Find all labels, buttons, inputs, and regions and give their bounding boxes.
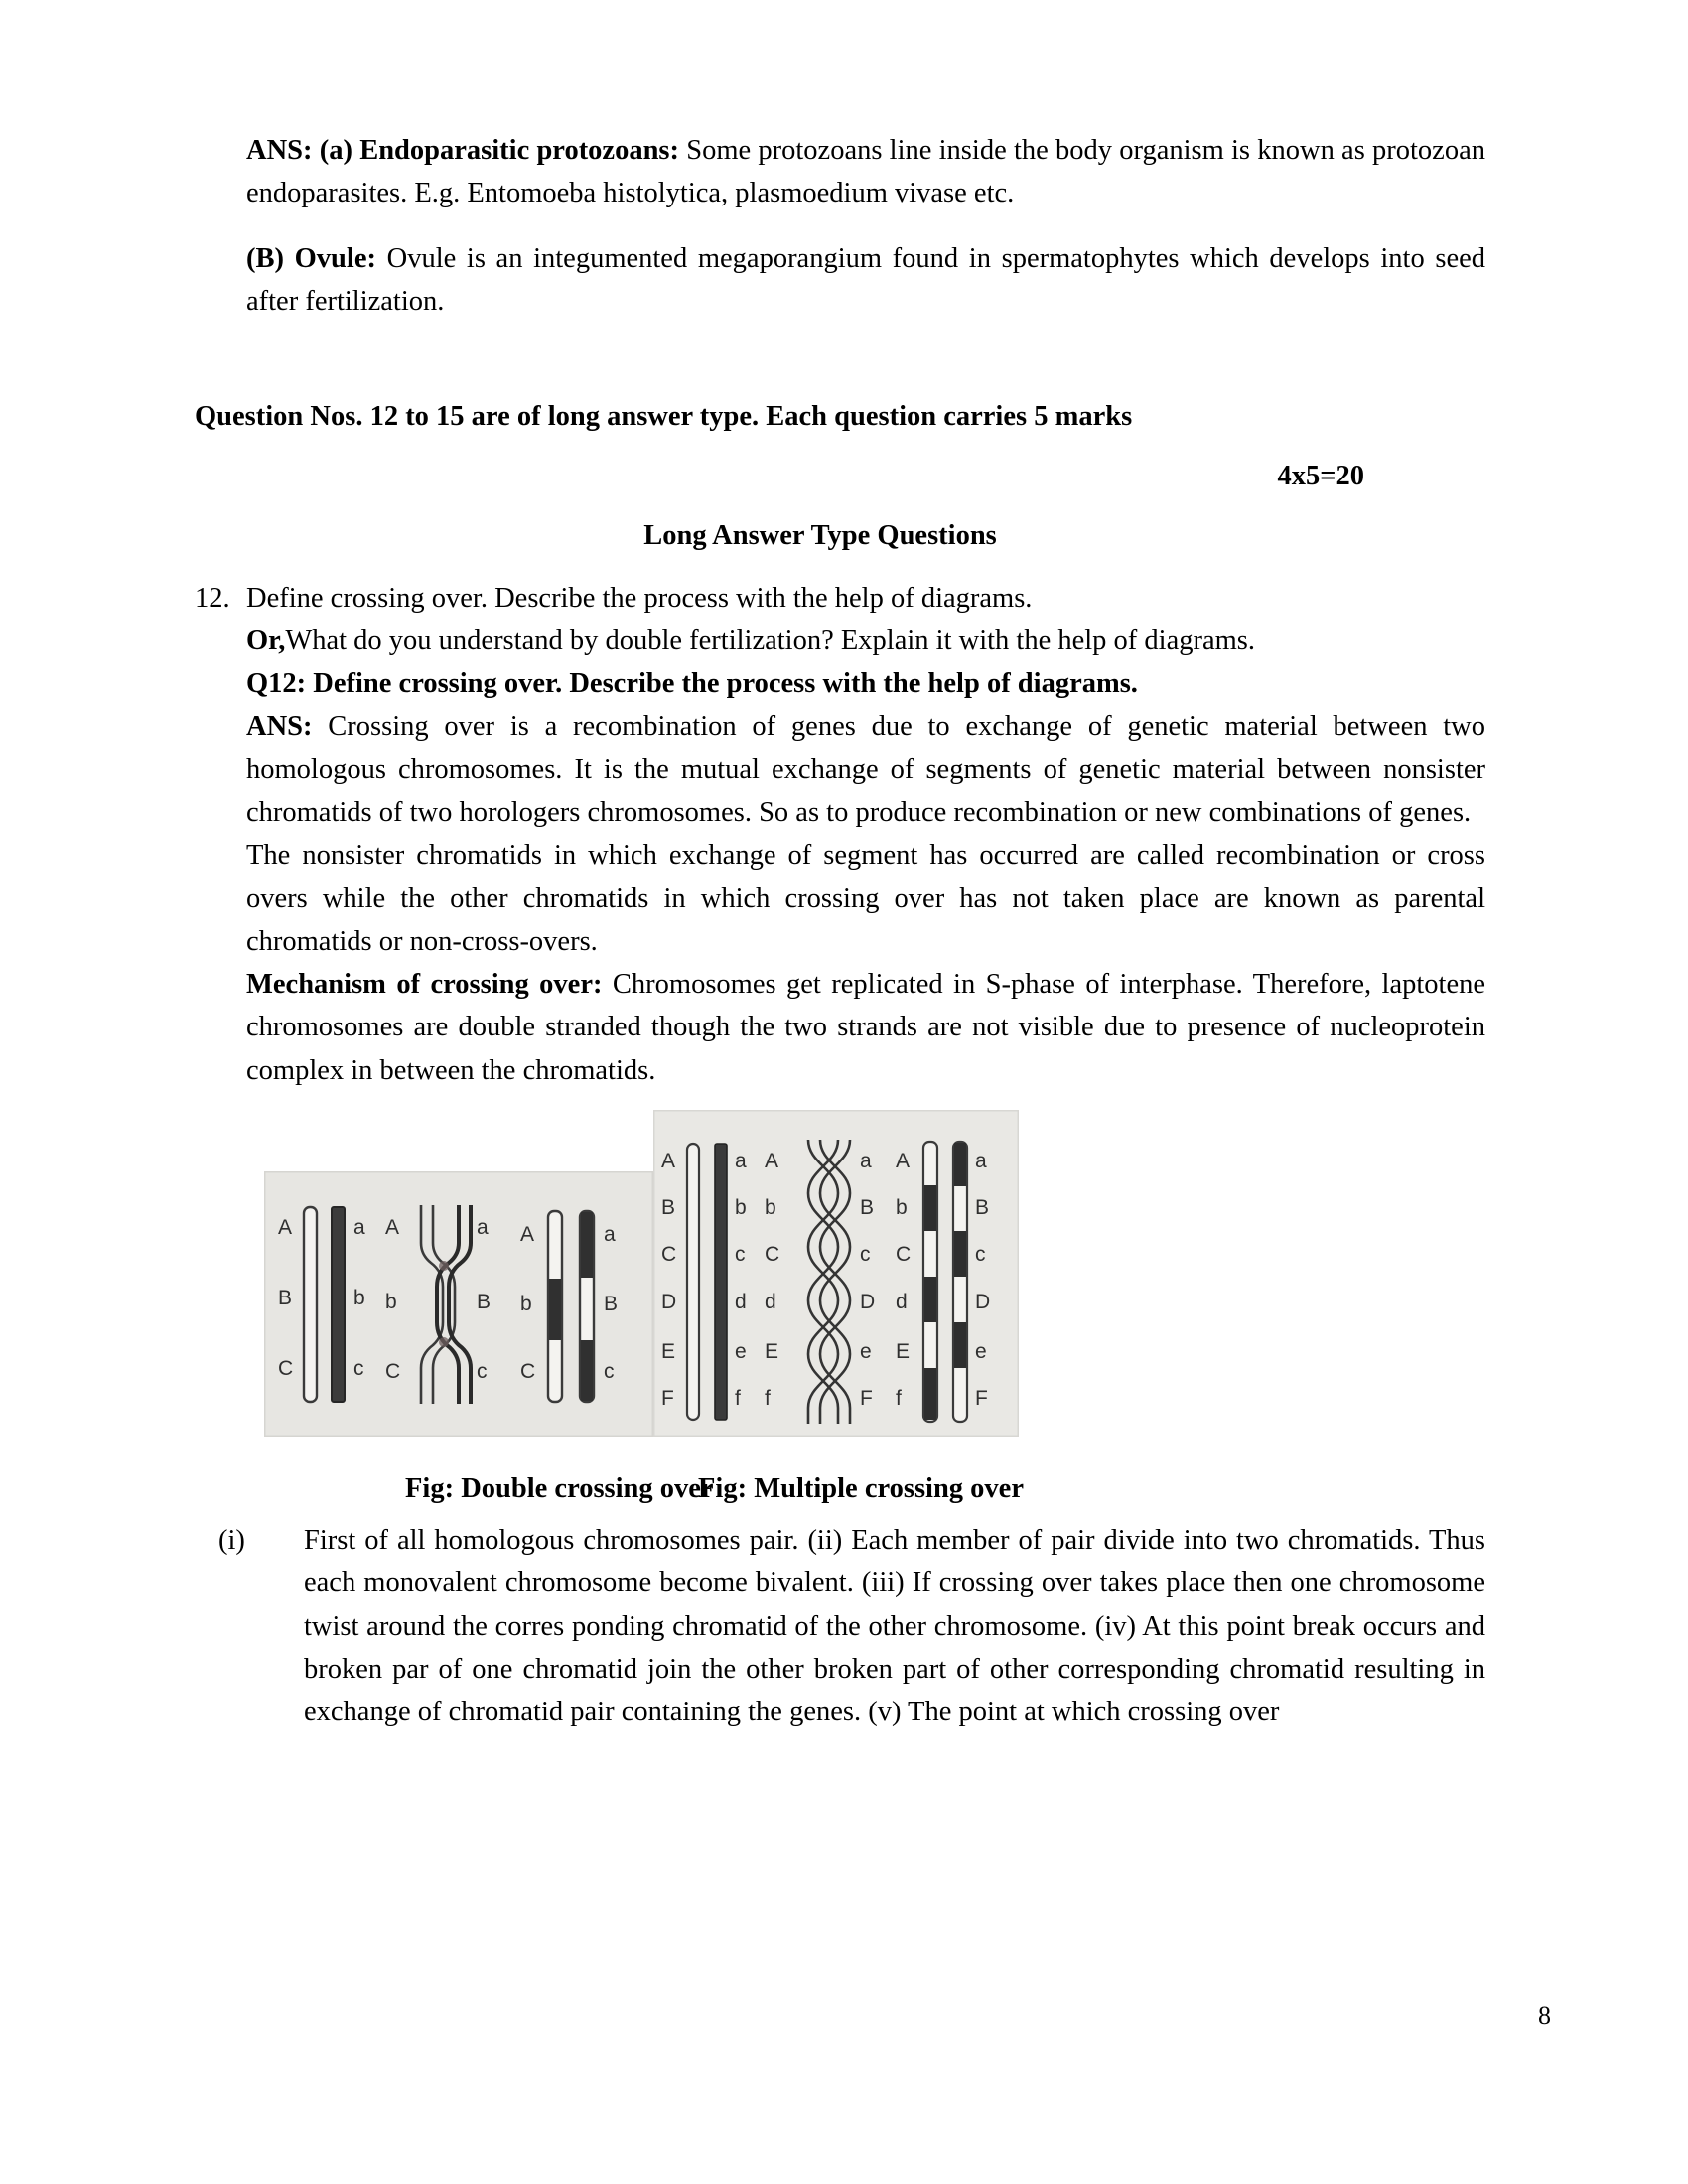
figure-captions (246, 1473, 1485, 1513)
svg-text:F: F (860, 1387, 873, 1411)
svg-text:a: a (735, 1150, 747, 1173)
question-12-text: Define crossing over. Describe the process with the help of diagrams. (246, 583, 1033, 614)
svg-text:a: a (975, 1150, 987, 1173)
section-heading: Long Answer Type Questions (643, 520, 997, 551)
svg-text:A: A (661, 1150, 676, 1173)
mechanism-text: Chromosomes get replicated in S-phase of interphase. Therefore, laptotene chromosomes are double stranded though the two strands are not visible due to presence of nucleoprotein complex in between the chromatids. (246, 969, 1486, 1086)
svg-text:c: c (604, 1360, 615, 1384)
answer-a-label: ANS: (a) Endoparasitic protozoans: (246, 135, 680, 166)
svg-text:A: A (385, 1216, 400, 1240)
svg-text:E: E (765, 1340, 779, 1364)
svg-text:b: b (353, 1287, 365, 1310)
svg-text:f: f (735, 1387, 741, 1411)
svg-text:b: b (520, 1293, 532, 1316)
figure-double-crossing-over-image (264, 1171, 653, 1437)
svg-text:C: C (765, 1243, 780, 1267)
answer-a-text: Some protozoans line inside the body organism is known as protozoan endoparasites. E.g. Entomoeba histolytica, plasmoedium vivase etc. (246, 135, 1485, 209)
svg-text:d: d (896, 1291, 908, 1314)
or-label: Or, (246, 624, 286, 656)
svg-text:c: c (735, 1243, 746, 1267)
answer-12-paragraph-2: The nonsister chromatids in which exchange of segment has occurred are called recombination or cross overs while the other chromatids in which crossing over has not taken place are known as parental chromatids or non-cross-overs. (246, 840, 1485, 957)
svg-text:e: e (860, 1340, 872, 1364)
svg-text:b: b (896, 1196, 908, 1220)
svg-text:b: b (735, 1196, 747, 1220)
svg-text:B: B (860, 1196, 875, 1220)
svg-text:F: F (661, 1387, 674, 1411)
page-number: 8 (1538, 2001, 1551, 2030)
svg-text:D: D (860, 1291, 876, 1314)
answer-b-paragraph (246, 237, 1485, 324)
answer-a-paragraph (246, 129, 1485, 215)
answer-b-label: (B) Ovule: (246, 242, 376, 274)
svg-text:b: b (385, 1291, 397, 1314)
question-12-restated: Q12: Define crossing over. Describe the process with the help of diagrams. (246, 667, 1138, 699)
svg-text:A: A (765, 1150, 779, 1173)
svg-text:B: B (477, 1291, 492, 1314)
svg-text:A: A (278, 1216, 293, 1240)
steps-marker: (i) (218, 1525, 245, 1557)
caption-multiple-crossing-over: Fig: Multiple crossing over (698, 1473, 1024, 1505)
svg-text:f: f (896, 1387, 902, 1411)
svg-text:e: e (735, 1340, 747, 1364)
answer-12-paragraph-1 (246, 705, 1485, 834)
section-marks: 4x5=20 (1277, 461, 1364, 491)
svg-text:C: C (278, 1357, 294, 1381)
svg-text:D: D (661, 1291, 677, 1314)
steps-paragraph (218, 1519, 1485, 1734)
answer-12-label: ANS: (246, 711, 313, 743)
question-12-prompt (195, 578, 1485, 620)
svg-text:E: E (661, 1340, 676, 1364)
svg-text:B: B (278, 1287, 293, 1310)
mechanism-label: Mechanism of crossing over: (246, 969, 603, 1001)
steps-text: First of all homologous chromosomes pair. (ii) Each member of pair divide into two chromatids. Thus each monovalent chromosome become bivalent. (iii) If crossing over takes place then one chromosome twist around the corres ponding chromatid of the other chromosome. (iv) At this point break occurs and broken par of one chromatid join the other broken part of other corresponding chromatid resulting in exchange of chromatid pair containing the genes. (v) The point at which crossing over (304, 1525, 1485, 1728)
svg-text:e: e (975, 1340, 987, 1364)
svg-text:d: d (765, 1291, 776, 1314)
svg-text:c: c (860, 1243, 871, 1267)
svg-text:C: C (661, 1243, 677, 1267)
svg-text:f: f (765, 1387, 771, 1411)
figure-multiple-crossing-over-image (653, 1110, 1019, 1437)
answer-12-text-1: Crossing over is a recombination of genes due to exchange of genetic material between two homologous chromosomes. It is the mutual exchange of segments of genetic material between nonsister chromatids of two horologers chromosomes. So as to produce recombination or new combinations of genes. (246, 711, 1485, 828)
section-instruction: Question Nos. 12 to 15 are of long answer type. Each question carries 5 marks (195, 401, 1133, 433)
svg-text:a: a (604, 1223, 616, 1247)
svg-text:c: c (353, 1357, 364, 1381)
svg-text:C: C (385, 1360, 401, 1384)
or-text: What do you understand by double fertilization? Explain it with the help of diagrams. (285, 624, 1255, 656)
svg-text:A: A (520, 1223, 535, 1247)
svg-text:c: c (975, 1243, 986, 1267)
svg-text:a: a (353, 1216, 365, 1240)
svg-text:B: B (975, 1196, 990, 1220)
svg-text:B: B (604, 1293, 619, 1316)
svg-text:B: B (661, 1196, 676, 1220)
mechanism-paragraph (246, 963, 1485, 1092)
svg-text:F: F (975, 1387, 988, 1411)
svg-text:a: a (860, 1150, 872, 1173)
svg-text:D: D (975, 1291, 991, 1314)
question-12-number: 12. (195, 583, 230, 614)
figures-container (246, 1110, 1485, 1467)
svg-text:A: A (896, 1150, 911, 1173)
question-12-alternative (246, 620, 1485, 663)
svg-text:E: E (896, 1340, 911, 1364)
svg-text:C: C (896, 1243, 912, 1267)
svg-text:c: c (477, 1360, 488, 1384)
answer-b-text: Ovule is an integumented megaporangium found in spermatophytes which develops into seed after fertilization. (246, 242, 1485, 317)
caption-double-crossing-over: Fig: Double crossing over (405, 1473, 714, 1505)
svg-text:d: d (735, 1291, 747, 1314)
svg-text:b: b (765, 1196, 776, 1220)
page-content (195, 129, 1485, 1734)
svg-text:C: C (520, 1360, 536, 1384)
svg-text:a: a (477, 1216, 489, 1240)
